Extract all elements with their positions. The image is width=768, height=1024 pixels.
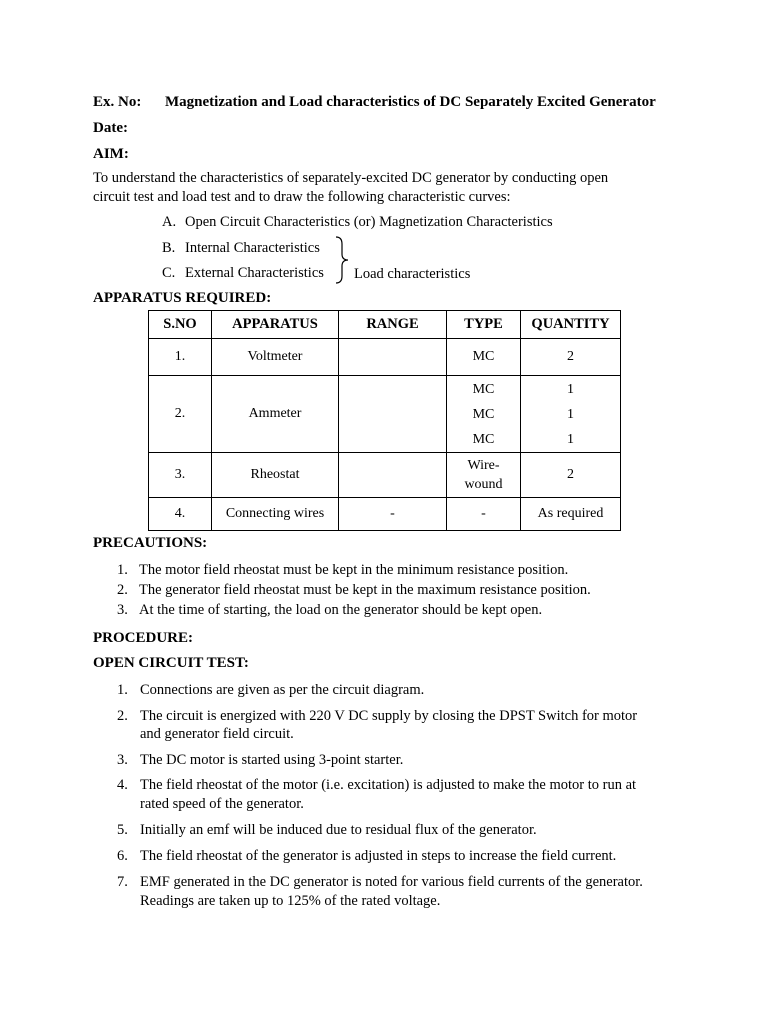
aim-item-letter: B. bbox=[162, 240, 176, 256]
step-number: 2. bbox=[117, 708, 128, 724]
aim-item-text: Open Circuit Characteristics (or) Magnetization Characteristics bbox=[185, 214, 553, 230]
cell-sno: 2. bbox=[149, 376, 212, 453]
apparatus-heading: APPARATUS REQUIRED: bbox=[93, 290, 272, 306]
list-item-text: The motor field rheostat must be kept in the minimum resistance position. bbox=[139, 562, 569, 578]
step-number: 6. bbox=[117, 848, 128, 864]
quantity-value: 1 bbox=[567, 406, 574, 422]
step-number: 1. bbox=[117, 682, 128, 698]
list-item: 1. The motor field rheostat must be kept in the minimum resistance position. bbox=[117, 562, 569, 578]
aim-item-letter: A. bbox=[162, 214, 177, 230]
column-header: S.NO bbox=[149, 311, 212, 339]
column-header: QUANTITY bbox=[521, 311, 621, 339]
quantity-value: 1 bbox=[567, 381, 574, 397]
date-label: Date: bbox=[93, 120, 128, 136]
cell-type: - bbox=[447, 498, 521, 531]
cell-apparatus: Connecting wires bbox=[212, 498, 339, 531]
page-title: Magnetization and Load characteristics of DC Separately Excited Generator bbox=[165, 94, 656, 110]
step-number: 5. bbox=[117, 822, 128, 838]
apparatus-table bbox=[148, 310, 621, 531]
step-text: rated speed of the generator. bbox=[140, 796, 304, 812]
step-text: Readings are taken up to 125% of the rated voltage. bbox=[140, 893, 441, 909]
cell-apparatus: Rheostat bbox=[212, 453, 339, 498]
cell-type bbox=[447, 453, 521, 498]
cell-type: MC bbox=[447, 339, 521, 376]
cell-quantity: 2 bbox=[521, 339, 621, 376]
cell-sno: 3. bbox=[149, 453, 212, 498]
cell-apparatus: Voltmeter bbox=[212, 339, 339, 376]
step-text: Initially an emf will be induced due to residual flux of the generator. bbox=[140, 822, 537, 838]
aim-text-line-2: circuit test and load test and to draw the following characteristic curves: bbox=[93, 189, 511, 205]
aim-item-text: Internal Characteristics bbox=[185, 240, 320, 256]
column-header: APPARATUS bbox=[212, 311, 339, 339]
cell-quantity bbox=[521, 376, 621, 453]
column-header: TYPE bbox=[447, 311, 521, 339]
type-value: wound bbox=[464, 477, 503, 492]
type-value: Wire- bbox=[467, 458, 500, 473]
list-item-text: The generator field rheostat must be kept in the maximum resistance position. bbox=[139, 582, 591, 598]
aim-text-line-1: To understand the characteristics of separately-excited DC generator by conducting open bbox=[93, 170, 609, 186]
cell-quantity: As required bbox=[521, 498, 621, 531]
cell-sno: 4. bbox=[149, 498, 212, 531]
cell-range bbox=[339, 453, 447, 498]
list-item: 3. At the time of starting, the load on the generator should be kept open. bbox=[117, 602, 543, 618]
load-characteristics-label: Load characteristics bbox=[354, 266, 471, 282]
quantity-value: 1 bbox=[567, 431, 574, 447]
ex-no-label: Ex. No: bbox=[93, 94, 142, 110]
step-text: The field rheostat of the generator is adjusted in steps to increase the field current. bbox=[140, 848, 617, 864]
table-row bbox=[149, 498, 621, 531]
step-text: The circuit is energized with 220 V DC supply by closing the DPST Switch for motor bbox=[140, 708, 638, 724]
step-number: 4. bbox=[117, 777, 128, 793]
step-number: 3. bbox=[117, 752, 128, 768]
cell-apparatus: Ammeter bbox=[212, 376, 339, 453]
cell-sno: 1. bbox=[149, 339, 212, 376]
open-circuit-test-heading: OPEN CIRCUIT TEST: bbox=[93, 655, 249, 671]
list-item: 2. The generator field rheostat must be kept in the maximum resistance position. bbox=[117, 582, 591, 598]
step-number: 7. bbox=[117, 874, 128, 890]
step-text: Connections are given as per the circuit diagram. bbox=[140, 682, 425, 698]
cell-range bbox=[339, 376, 447, 453]
cell-range bbox=[339, 339, 447, 376]
cell-range: - bbox=[339, 498, 447, 531]
type-value: MC bbox=[472, 381, 495, 397]
precautions-list bbox=[99, 560, 591, 620]
step-text: EMF generated in the DC generator is noted for various field currents of the generator. bbox=[140, 874, 643, 890]
type-value: MC bbox=[472, 406, 495, 422]
list-item-text: At the time of starting, the load on the generator should be kept open. bbox=[139, 602, 543, 618]
aim-item-text: External Characteristics bbox=[185, 265, 324, 281]
table-row bbox=[149, 376, 621, 453]
type-value: MC bbox=[472, 431, 495, 447]
aim-item-letter: C. bbox=[162, 265, 176, 281]
step-text: and generator field circuit. bbox=[140, 726, 294, 742]
table-header-row bbox=[149, 311, 621, 339]
column-header: RANGE bbox=[339, 311, 447, 339]
table-row bbox=[149, 339, 621, 376]
precautions-heading: PRECAUTIONS: bbox=[93, 535, 208, 551]
curly-brace-icon bbox=[334, 236, 354, 284]
table-row bbox=[149, 453, 621, 498]
step-text: The field rheostat of the motor (i.e. excitation) is adjusted to make the motor to run at bbox=[140, 777, 637, 793]
cell-type bbox=[447, 376, 521, 453]
aim-heading: AIM: bbox=[93, 146, 129, 162]
procedure-heading: PROCEDURE: bbox=[93, 630, 193, 646]
cell-quantity: 2 bbox=[521, 453, 621, 498]
step-text: The DC motor is started using 3-point starter. bbox=[140, 752, 404, 768]
